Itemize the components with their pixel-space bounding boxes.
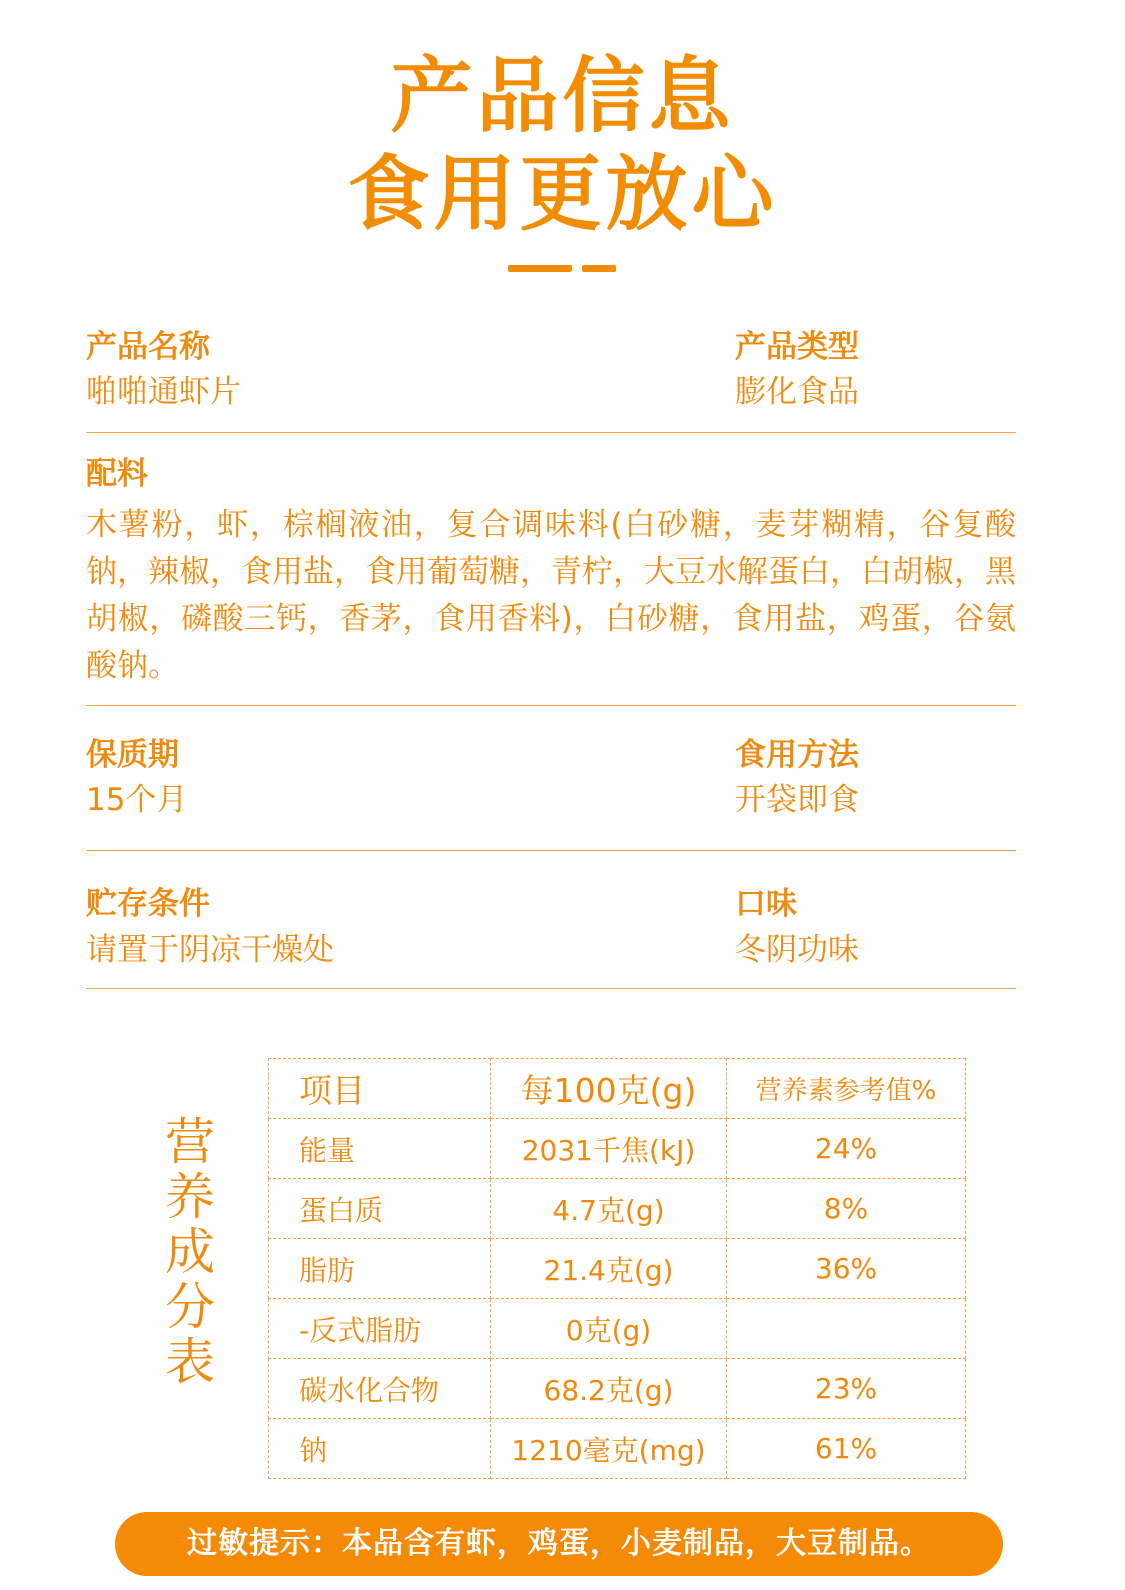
usage-value: 开袋即食 <box>735 782 859 818</box>
nutrient-nrv: 36% <box>727 1239 966 1299</box>
flavor-value: 冬阴功味 <box>735 932 859 968</box>
nutrient-amount: 4.7克(g) <box>491 1179 727 1239</box>
nutrient-nrv: 23% <box>727 1359 966 1419</box>
ingredients-value: 木薯粉，虾，棕榈液油，复合调味料(白砂糖，麦芽糊精，谷复酸钠，辣椒，食用盐，食用葡萄糖，青柠，大豆水解蛋白，白胡椒，黑胡椒，磷酸三钙，香茅，食用香料)，白砂糖，食用盐，鸡蛋，谷氨酸钠。 <box>86 507 1016 684</box>
shelf-life-label: 保质期 <box>86 737 179 773</box>
table-row <box>269 1419 966 1479</box>
title-line-1: 产品信息 <box>390 49 735 144</box>
shelf-life-value: 15个月 <box>86 782 188 818</box>
table-header-row <box>269 1059 966 1119</box>
usage-label: 食用方法 <box>735 737 859 773</box>
nutrition-table-title: 营养成分表 <box>165 1113 215 1391</box>
product-type-value: 膨化食品 <box>735 374 859 410</box>
nutrient-name: 能量 <box>269 1119 491 1179</box>
nutrient-name: 碳水化合物 <box>269 1359 491 1419</box>
nutrient-amount: 1210毫克(mg) <box>491 1419 727 1479</box>
nutrient-name: 脂肪 <box>269 1239 491 1299</box>
nutrient-nrv: 24% <box>727 1119 966 1179</box>
table-row <box>269 1359 966 1419</box>
product-name-value: 啪啪通虾片 <box>86 374 241 410</box>
storage-value: 请置于阴凉干燥处 <box>86 932 334 968</box>
table-row <box>269 1299 966 1359</box>
ingredients-label: 配料 <box>86 456 148 492</box>
title-divider-long <box>508 265 572 272</box>
header-nrv: 营养素参考值% <box>727 1059 966 1119</box>
nutrient-nrv <box>727 1299 966 1359</box>
nutrient-amount: 21.4克(g) <box>491 1239 727 1299</box>
storage-label: 贮存条件 <box>86 886 210 922</box>
divider <box>86 988 1016 989</box>
nutrient-amount: 68.2克(g) <box>491 1359 727 1419</box>
nutrient-amount: 0克(g) <box>491 1299 727 1359</box>
divider <box>86 705 1016 706</box>
flavor-label: 口味 <box>735 886 797 922</box>
nutrient-nrv: 61% <box>727 1419 966 1479</box>
product-name-label: 产品名称 <box>86 329 210 365</box>
title-divider-short <box>582 265 616 272</box>
divider <box>86 432 1016 433</box>
table-row <box>269 1179 966 1239</box>
allergy-notice: 过敏提示：本品含有虾，鸡蛋，小麦制品，大豆制品。 <box>115 1512 1003 1576</box>
table-row <box>269 1239 966 1299</box>
nutrient-nrv: 8% <box>727 1179 966 1239</box>
nutrient-name: 蛋白质 <box>269 1179 491 1239</box>
nutrient-name: -反式脂肪 <box>269 1299 491 1359</box>
title-line-2: 食用更放心 <box>347 147 778 242</box>
divider <box>86 850 1016 851</box>
table-row <box>269 1119 966 1179</box>
nutrition-table <box>268 1058 966 1479</box>
nutrient-amount: 2031千焦(kJ) <box>491 1119 727 1179</box>
product-type-label: 产品类型 <box>735 329 859 365</box>
nutrient-name: 钠 <box>269 1419 491 1479</box>
header-item: 项目 <box>269 1059 491 1119</box>
header-per-100g: 每100克(g) <box>491 1059 727 1119</box>
